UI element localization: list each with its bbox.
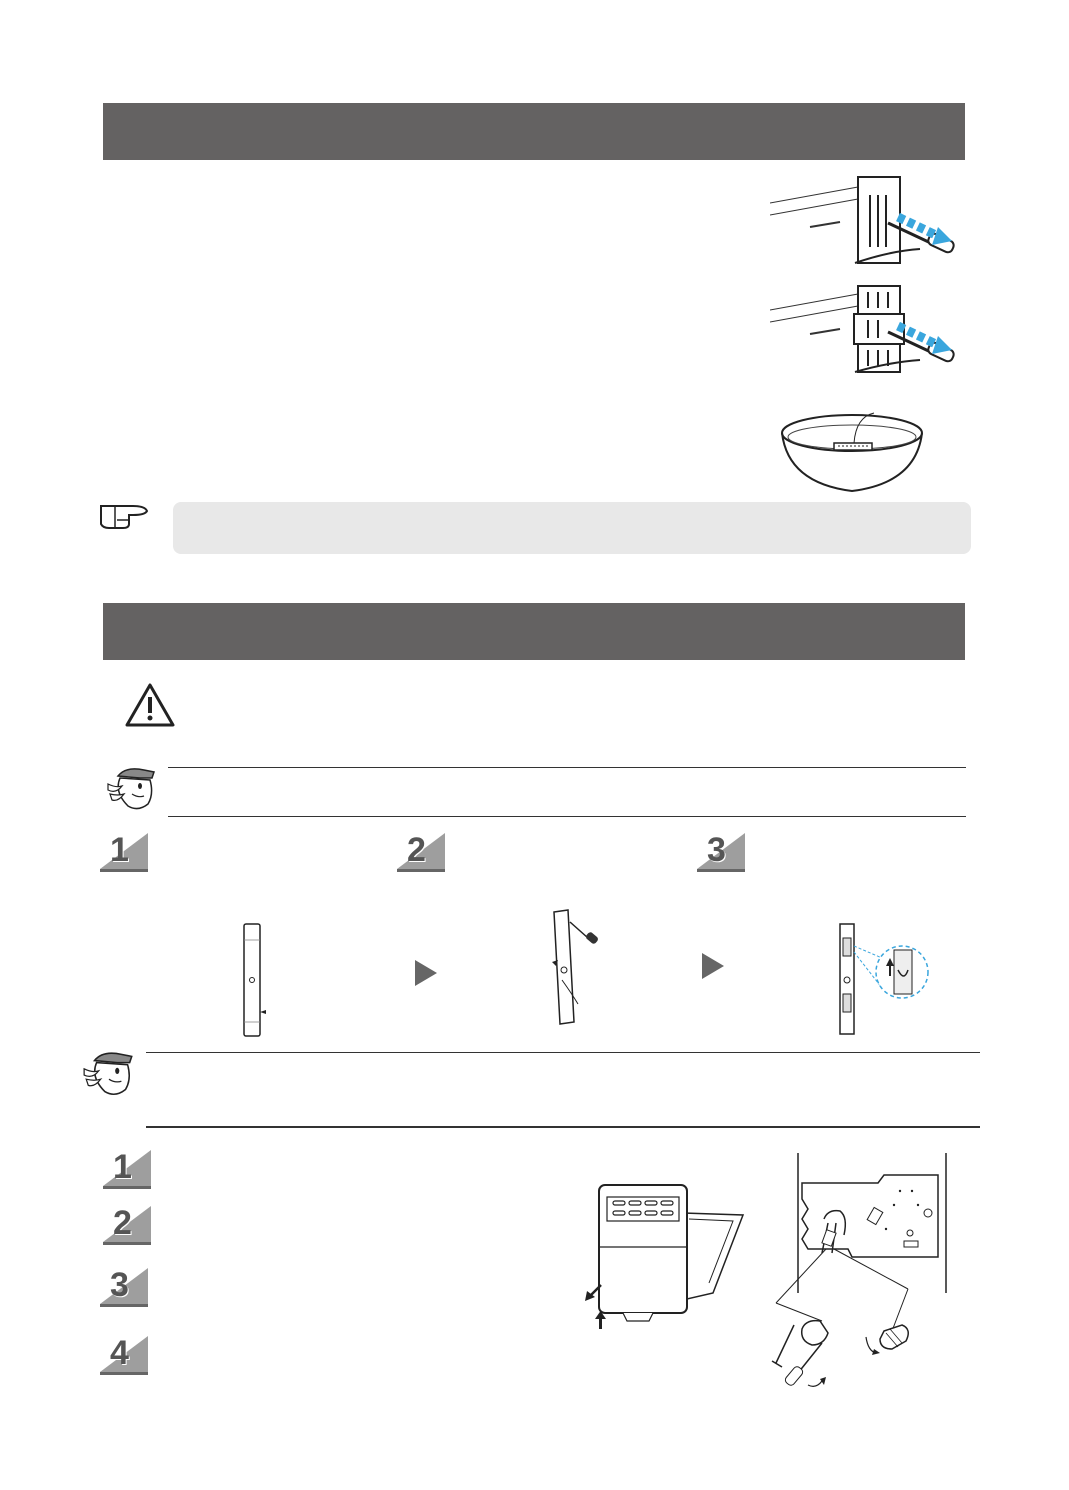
tip2-rule-bottom xyxy=(146,1126,980,1128)
illustration-hinge-rod-3 xyxy=(838,922,934,1038)
arrow-right-icon xyxy=(702,953,724,979)
illustration-lamp-bracket xyxy=(768,1153,950,1398)
lamp-step-2-badge: 2 xyxy=(103,1206,151,1248)
illustration-hinge-rod-1 xyxy=(238,922,268,1040)
illustration-panel-removal-2 xyxy=(770,282,970,377)
lamp-step-1-badge: 1 xyxy=(103,1150,151,1192)
section-header-2 xyxy=(103,603,965,660)
illustration-bowl xyxy=(778,405,926,497)
hinge-step-3-badge: 3 xyxy=(697,833,745,875)
hinge-step-2-badge: 2 xyxy=(397,833,445,875)
mascot-face-icon xyxy=(80,1048,140,1100)
section-header-1 xyxy=(103,103,965,160)
tip2-rule-top xyxy=(146,1052,980,1053)
illustration-hinge-rod-2 xyxy=(548,908,608,1028)
lamp-step-4-badge: 4 xyxy=(100,1336,148,1378)
note-box xyxy=(173,502,971,554)
lamp-step-3-badge: 3 xyxy=(100,1268,148,1310)
illustration-lamp-cover xyxy=(583,1183,773,1333)
warning-triangle-icon xyxy=(124,682,176,728)
hinge-step-1-badge: 1 xyxy=(100,833,148,875)
tip1-rule-bottom xyxy=(168,816,966,817)
arrow-right-icon xyxy=(415,960,437,986)
mascot-face-icon xyxy=(104,764,162,814)
pointing-hand-icon xyxy=(99,500,151,530)
tip1-rule-top xyxy=(168,767,966,768)
illustration-panel-removal-1 xyxy=(770,175,970,270)
